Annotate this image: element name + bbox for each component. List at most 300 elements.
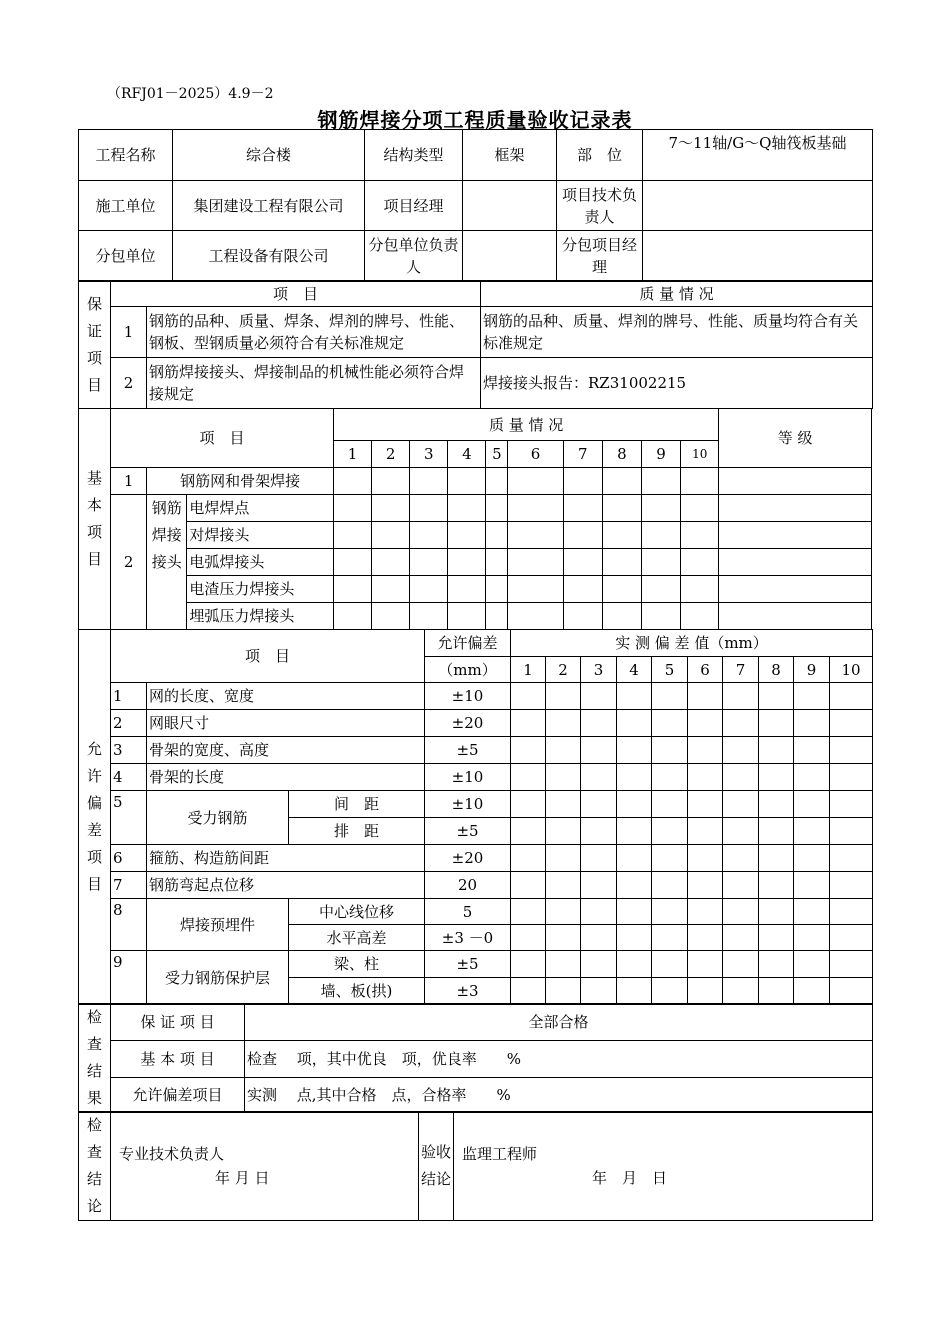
empty-cell xyxy=(602,468,641,495)
empty-cell xyxy=(511,899,546,925)
basic-col-header: 4 xyxy=(448,441,486,468)
empty-cell xyxy=(641,522,680,549)
empty-cell xyxy=(723,683,759,710)
deviation-col-header: 6 xyxy=(688,657,723,683)
empty-cell xyxy=(759,791,794,818)
empty-cell xyxy=(546,872,581,899)
deviation-row-item: 网的长度、宽度 xyxy=(147,683,425,710)
empty-cell xyxy=(546,978,581,1005)
empty-cell xyxy=(372,549,410,576)
basic-col-header: 7 xyxy=(563,441,602,468)
basic-col-header: 8 xyxy=(602,441,641,468)
deviation-row-no: 9 xyxy=(111,951,147,1005)
header-table xyxy=(78,129,873,282)
deviation-row-item: 焊接预埋件 xyxy=(147,899,289,951)
empty-cell xyxy=(581,764,617,791)
empty-cell xyxy=(486,468,508,495)
guarantee-row-item: 钢筋的品种、质量、焊条、焊剂的牌号、性能、钢板、型钢质量必须符合有关标准规定 xyxy=(147,307,481,358)
deviation-row-value: ±3 －0 xyxy=(425,925,511,951)
page-title: 钢筋焊接分项工程质量验收记录表 xyxy=(317,108,633,132)
empty-cell xyxy=(410,522,448,549)
empty-cell xyxy=(581,737,617,764)
empty-cell xyxy=(372,522,410,549)
deviation-sub-item: 排 距 xyxy=(289,818,425,845)
empty-cell xyxy=(410,549,448,576)
allow-header-2: （mm） xyxy=(425,657,511,683)
empty-cell xyxy=(333,549,371,576)
empty-cell xyxy=(794,791,830,818)
empty-cell xyxy=(830,845,873,872)
empty-cell xyxy=(794,764,830,791)
empty-cell xyxy=(617,737,652,764)
empty-cell xyxy=(448,522,486,549)
empty-cell xyxy=(794,845,830,872)
deviation-row-item: 受力钢筋保护层 xyxy=(147,951,289,1005)
allow-header-1: 允许偏差 xyxy=(425,630,511,657)
empty-cell xyxy=(759,925,794,951)
empty-cell xyxy=(508,549,563,576)
empty-cell xyxy=(652,845,688,872)
empty-cell xyxy=(719,603,872,630)
empty-cell xyxy=(759,818,794,845)
empty-cell xyxy=(688,737,723,764)
empty-cell xyxy=(641,603,680,630)
empty-cell xyxy=(652,764,688,791)
guarantee-item-header: 项 目 xyxy=(111,281,481,307)
guarantee-quality-header: 质 量 情 况 xyxy=(481,281,873,307)
guarantee-row-quality: 焊接接头报告：RZ31002215 xyxy=(481,358,873,409)
results-basic-label: 基 本 项 目 xyxy=(111,1041,245,1077)
empty-cell xyxy=(641,576,680,603)
basic-section-label: 基本项目 xyxy=(79,409,111,630)
subcontractor-label: 分包单位 xyxy=(79,231,173,282)
deviation-col-header: 1 xyxy=(511,657,546,683)
empty-cell xyxy=(723,978,759,1005)
constructor-label: 施工单位 xyxy=(79,181,173,231)
empty-cell xyxy=(830,710,873,737)
empty-cell xyxy=(617,710,652,737)
empty-cell xyxy=(508,468,563,495)
empty-cell xyxy=(723,818,759,845)
sub-lead-label: 分包单位负责人 xyxy=(365,231,463,282)
empty-cell xyxy=(546,951,581,978)
empty-cell xyxy=(688,925,723,951)
location-label: 部 位 xyxy=(557,130,643,181)
sub-lead-value xyxy=(463,231,557,282)
empty-cell xyxy=(486,603,508,630)
basic-col-header: 10 xyxy=(681,441,719,468)
empty-cell xyxy=(759,710,794,737)
deviation-col-header: 4 xyxy=(617,657,652,683)
empty-cell xyxy=(448,603,486,630)
empty-cell xyxy=(454,1112,873,1221)
empty-cell xyxy=(688,710,723,737)
results-deviation-label: 允许偏差项目 xyxy=(111,1077,245,1112)
deviation-row-no: 6 xyxy=(111,845,147,872)
empty-cell xyxy=(546,710,581,737)
empty-cell xyxy=(486,495,508,522)
basic-items-table xyxy=(78,408,872,630)
deviation-col-header: 9 xyxy=(794,657,830,683)
deviation-col-header: 2 xyxy=(546,657,581,683)
empty-cell xyxy=(508,576,563,603)
deviation-row-value: 20 xyxy=(425,872,511,899)
empty-cell xyxy=(681,549,719,576)
basic-sub-item: 对焊接头 xyxy=(187,522,334,549)
project-manager-value xyxy=(463,181,557,231)
empty-cell xyxy=(688,791,723,818)
deviation-row-value: ±5 xyxy=(425,951,511,978)
empty-cell xyxy=(333,468,371,495)
empty-cell xyxy=(333,603,371,630)
empty-cell xyxy=(372,495,410,522)
empty-cell xyxy=(486,576,508,603)
empty-cell xyxy=(581,710,617,737)
empty-cell xyxy=(617,925,652,951)
empty-cell xyxy=(511,737,546,764)
empty-cell xyxy=(546,791,581,818)
basic-sub-item: 电焊焊点 xyxy=(187,495,334,522)
deviation-item-header: 项 目 xyxy=(111,630,425,683)
deviation-col-header: 10 xyxy=(830,657,873,683)
empty-cell xyxy=(830,818,873,845)
deviation-row-value: 5 xyxy=(425,899,511,925)
empty-cell xyxy=(652,978,688,1005)
deviation-col-header: 5 xyxy=(652,657,688,683)
empty-cell xyxy=(723,845,759,872)
empty-cell xyxy=(546,845,581,872)
basic-quality-header: 质 量 情 况 xyxy=(333,409,718,441)
empty-cell xyxy=(581,951,617,978)
empty-cell xyxy=(617,872,652,899)
deviation-row-no: 3 xyxy=(111,737,147,764)
empty-cell xyxy=(794,683,830,710)
tech-lead-label: 项目技术负责人 xyxy=(557,181,643,231)
basic-col-header: 1 xyxy=(333,441,371,468)
empty-cell xyxy=(333,522,371,549)
empty-cell xyxy=(794,925,830,951)
empty-cell xyxy=(508,603,563,630)
deviation-col-header: 7 xyxy=(723,657,759,683)
empty-cell xyxy=(333,495,371,522)
guarantee-row-item: 钢筋焊接接头、焊接制品的机械性能必须符合焊接规定 xyxy=(147,358,481,409)
empty-cell xyxy=(794,818,830,845)
basic-row-item: 钢筋网和骨架焊接 xyxy=(147,468,334,495)
empty-cell xyxy=(448,468,486,495)
empty-cell xyxy=(372,576,410,603)
empty-cell xyxy=(546,818,581,845)
deviation-row-item: 钢筋弯起点位移 xyxy=(147,872,425,899)
constructor-value: 集团建设工程有限公司 xyxy=(173,181,365,231)
empty-cell xyxy=(830,764,873,791)
basic-row-group: 钢筋焊接接头 xyxy=(147,495,187,630)
empty-cell xyxy=(372,468,410,495)
empty-cell xyxy=(652,899,688,925)
empty-cell xyxy=(617,978,652,1005)
basic-col-header: 3 xyxy=(410,441,448,468)
guarantee-row-no: 2 xyxy=(111,358,147,409)
basic-col-header: 2 xyxy=(372,441,410,468)
empty-cell xyxy=(652,925,688,951)
empty-cell xyxy=(602,603,641,630)
empty-cell xyxy=(508,495,563,522)
empty-cell xyxy=(581,978,617,1005)
empty-cell xyxy=(617,764,652,791)
deviation-row-item: 受力钢筋 xyxy=(147,791,289,845)
empty-cell xyxy=(719,468,872,495)
tech-lead-value xyxy=(643,181,873,231)
empty-cell xyxy=(581,872,617,899)
empty-cell xyxy=(652,710,688,737)
empty-cell xyxy=(719,549,872,576)
empty-cell xyxy=(563,495,602,522)
empty-cell xyxy=(617,818,652,845)
deviation-sub-item: 水平高差 xyxy=(289,925,425,951)
sub-pm-value xyxy=(643,231,873,282)
deviation-row-no: 4 xyxy=(111,764,147,791)
deviation-row-value: ±5 xyxy=(425,818,511,845)
empty-cell xyxy=(723,872,759,899)
empty-cell xyxy=(830,899,873,925)
basic-sub-item: 埋弧压力焊接头 xyxy=(187,603,334,630)
empty-cell xyxy=(410,495,448,522)
empty-cell xyxy=(617,791,652,818)
location-value: 7～11轴/G～Q轴筏板基础 xyxy=(643,130,873,181)
empty-cell xyxy=(759,978,794,1005)
guarantee-row-quality: 钢筋的品种、质量、焊剂的牌号、性能、质量均符合有关标准规定 xyxy=(481,307,873,358)
project-manager-label: 项目经理 xyxy=(365,181,463,231)
empty-cell xyxy=(563,522,602,549)
empty-cell xyxy=(448,576,486,603)
deviation-row-value: ±20 xyxy=(425,845,511,872)
empty-cell xyxy=(759,899,794,925)
deviation-row-item: 骨架的长度 xyxy=(147,764,425,791)
empty-cell xyxy=(723,710,759,737)
empty-cell xyxy=(602,576,641,603)
empty-cell xyxy=(688,872,723,899)
empty-cell xyxy=(830,737,873,764)
deviation-row-no: 5 xyxy=(111,791,147,845)
tech-sign-date: 年 月 日 xyxy=(215,1169,270,1187)
empty-cell xyxy=(511,978,546,1005)
empty-cell xyxy=(719,522,872,549)
tech-signer-label: 专业技术负责人 xyxy=(119,1145,225,1163)
empty-cell xyxy=(794,710,830,737)
empty-cell xyxy=(723,791,759,818)
empty-cell xyxy=(617,845,652,872)
empty-cell xyxy=(372,603,410,630)
empty-cell xyxy=(448,549,486,576)
empty-cell xyxy=(511,925,546,951)
empty-cell xyxy=(511,683,546,710)
empty-cell xyxy=(581,845,617,872)
empty-cell xyxy=(794,978,830,1005)
empty-cell xyxy=(511,764,546,791)
empty-cell xyxy=(581,683,617,710)
empty-cell xyxy=(723,925,759,951)
empty-cell xyxy=(333,576,371,603)
basic-row-no: 2 xyxy=(111,495,147,630)
deviation-table xyxy=(78,629,873,1005)
deviation-row-value: ±20 xyxy=(425,710,511,737)
empty-cell xyxy=(617,951,652,978)
empty-cell xyxy=(830,872,873,899)
basic-col-header: 9 xyxy=(641,441,680,468)
empty-cell xyxy=(681,495,719,522)
structure-type-label: 结构类型 xyxy=(365,130,463,181)
empty-cell xyxy=(830,925,873,951)
deviation-row-value: ±3 xyxy=(425,978,511,1005)
empty-cell xyxy=(617,683,652,710)
empty-cell xyxy=(581,791,617,818)
empty-cell xyxy=(688,764,723,791)
empty-cell xyxy=(563,576,602,603)
project-name-value: 综合楼 xyxy=(173,130,365,181)
subcontractor-value: 工程设备有限公司 xyxy=(173,231,365,282)
empty-cell xyxy=(546,683,581,710)
guarantee-section-label: 保证项目 xyxy=(79,281,111,409)
empty-cell xyxy=(652,737,688,764)
empty-cell xyxy=(602,495,641,522)
structure-type-value: 框架 xyxy=(463,130,557,181)
empty-cell xyxy=(652,872,688,899)
empty-cell xyxy=(641,468,680,495)
basic-row-no: 1 xyxy=(111,468,147,495)
empty-cell xyxy=(759,872,794,899)
basic-grade-header: 等 级 xyxy=(719,409,872,468)
results-deviation-value: 实测 点,其中合格 点，合格率 % xyxy=(245,1077,873,1112)
deviation-row-value: ±5 xyxy=(425,737,511,764)
empty-cell xyxy=(652,818,688,845)
deviation-row-no: 7 xyxy=(111,872,147,899)
empty-cell xyxy=(652,951,688,978)
empty-cell xyxy=(830,978,873,1005)
deviation-row-value: ±10 xyxy=(425,791,511,818)
empty-cell xyxy=(511,791,546,818)
empty-cell xyxy=(723,899,759,925)
empty-cell xyxy=(759,737,794,764)
empty-cell xyxy=(830,951,873,978)
empty-cell xyxy=(794,951,830,978)
results-guarantee-value: 全部合格 xyxy=(245,1004,873,1041)
basic-col-header: 5 xyxy=(486,441,508,468)
deviation-section-label: 允许偏差项目 xyxy=(79,630,111,1005)
empty-cell xyxy=(546,925,581,951)
supervisor-label: 监理工程师 xyxy=(462,1145,538,1163)
empty-cell xyxy=(830,791,873,818)
empty-cell xyxy=(794,899,830,925)
basic-sub-item: 电弧焊接头 xyxy=(187,549,334,576)
empty-cell xyxy=(511,710,546,737)
empty-cell xyxy=(688,683,723,710)
empty-cell xyxy=(581,818,617,845)
empty-cell xyxy=(486,522,508,549)
results-section-label: 检查结果 xyxy=(79,1004,111,1113)
empty-cell xyxy=(508,522,563,549)
document-code: （RFJ01－2025）4.9－2 xyxy=(107,86,274,102)
empty-cell xyxy=(681,576,719,603)
empty-cell xyxy=(602,549,641,576)
deviation-col-header: 3 xyxy=(581,657,617,683)
empty-cell xyxy=(681,522,719,549)
measure-header: 实 测 偏 差 值（mm） xyxy=(511,630,873,657)
empty-cell xyxy=(410,576,448,603)
empty-cell xyxy=(448,495,486,522)
empty-cell xyxy=(719,495,872,522)
empty-cell xyxy=(794,872,830,899)
empty-cell xyxy=(641,549,680,576)
empty-cell xyxy=(830,683,873,710)
empty-cell xyxy=(723,764,759,791)
empty-cell xyxy=(511,818,546,845)
guarantee-row-no: 1 xyxy=(111,307,147,358)
empty-cell xyxy=(617,899,652,925)
deviation-row-no: 8 xyxy=(111,899,147,951)
conclusion-table xyxy=(78,1111,873,1221)
empty-cell xyxy=(602,522,641,549)
empty-cell xyxy=(486,549,508,576)
deviation-row-item: 箍筋、构造筋间距 xyxy=(147,845,425,872)
basic-col-header: 6 xyxy=(508,441,563,468)
deviation-row-no: 1 xyxy=(111,683,147,710)
basic-item-header: 项 目 xyxy=(111,409,334,468)
check-conclusion-label: 检查结论 xyxy=(79,1112,111,1221)
empty-cell xyxy=(111,1112,419,1221)
empty-cell xyxy=(688,899,723,925)
empty-cell xyxy=(681,468,719,495)
empty-cell xyxy=(410,468,448,495)
empty-cell xyxy=(546,737,581,764)
empty-cell xyxy=(723,737,759,764)
empty-cell xyxy=(759,951,794,978)
empty-cell xyxy=(794,737,830,764)
deviation-sub-item: 墙、板(拱) xyxy=(289,978,425,1005)
empty-cell xyxy=(563,603,602,630)
empty-cell xyxy=(759,764,794,791)
empty-cell xyxy=(652,683,688,710)
empty-cell xyxy=(688,978,723,1005)
deviation-row-value: ±10 xyxy=(425,764,511,791)
empty-cell xyxy=(688,845,723,872)
results-table xyxy=(78,1003,873,1113)
deviation-row-no: 2 xyxy=(111,710,147,737)
accept-conclusion-label: 验收结论 xyxy=(419,1112,454,1221)
deviation-col-header: 8 xyxy=(759,657,794,683)
empty-cell xyxy=(681,603,719,630)
deviation-row-item: 网眼尺寸 xyxy=(147,710,425,737)
deviation-sub-item: 梁、柱 xyxy=(289,951,425,978)
empty-cell xyxy=(581,899,617,925)
empty-cell xyxy=(511,845,546,872)
empty-cell xyxy=(719,576,872,603)
sub-pm-label: 分包项目经 理 xyxy=(557,231,643,282)
guarantee-table xyxy=(78,280,873,409)
empty-cell xyxy=(563,468,602,495)
empty-cell xyxy=(759,845,794,872)
empty-cell xyxy=(511,951,546,978)
empty-cell xyxy=(511,872,546,899)
deviation-sub-item: 间 距 xyxy=(289,791,425,818)
empty-cell xyxy=(652,791,688,818)
empty-cell xyxy=(759,683,794,710)
basic-sub-item: 电渣压力焊接头 xyxy=(187,576,334,603)
deviation-row-value: ±10 xyxy=(425,683,511,710)
results-guarantee-label: 保 证 项 目 xyxy=(111,1004,245,1041)
empty-cell xyxy=(563,549,602,576)
empty-cell xyxy=(688,951,723,978)
empty-cell xyxy=(546,764,581,791)
empty-cell xyxy=(581,925,617,951)
